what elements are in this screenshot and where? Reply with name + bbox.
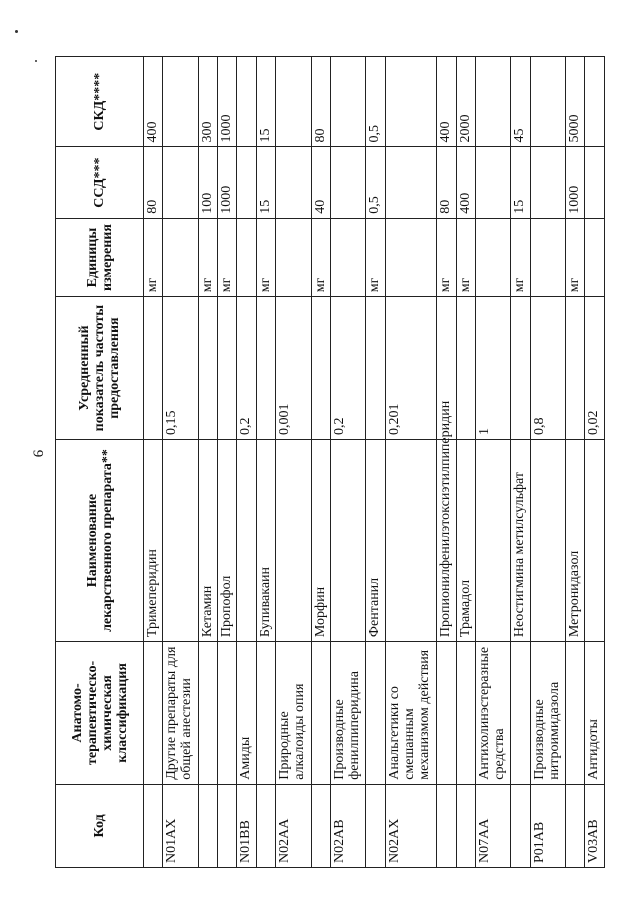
cell-skd: 1000 — [218, 57, 237, 147]
cell-drug — [530, 439, 565, 641]
cell-skd: 5000 — [566, 57, 585, 147]
cell-skd: 300 — [198, 57, 217, 147]
header-skd: СКД**** — [56, 57, 144, 147]
table-row — [475, 57, 510, 868]
cell-unit: мг — [198, 218, 217, 296]
table-row — [566, 57, 585, 868]
cell-skd — [585, 57, 605, 147]
cell-atc: Антихолинэстеразные средства — [475, 642, 510, 785]
cell-ssd — [163, 147, 198, 218]
cell-frequency: 0,8 — [530, 297, 565, 440]
cell-drug — [237, 439, 256, 641]
header-row — [56, 57, 144, 868]
cell-unit: мг — [311, 218, 330, 296]
cell-skd — [237, 57, 256, 147]
cell-ssd: 80 — [437, 147, 456, 218]
cell-drug: Пропофол — [218, 439, 237, 641]
cell-code: N01AX — [163, 784, 198, 867]
scan-speck — [15, 30, 18, 33]
cell-skd: 2000 — [456, 57, 475, 147]
cell-atc: Анальгетики со смешанным механизмом действия — [385, 642, 437, 785]
cell-atc — [437, 642, 456, 785]
cell-code — [566, 784, 585, 867]
table-row — [163, 57, 198, 868]
cell-skd: 400 — [144, 57, 163, 147]
cell-unit: мг — [218, 218, 237, 296]
cell-unit: мг — [366, 218, 385, 296]
cell-frequency: 0,201 — [385, 297, 437, 440]
cell-unit — [237, 218, 256, 296]
cell-ssd: 15 — [256, 147, 275, 218]
cell-skd: 400 — [437, 57, 456, 147]
cell-frequency — [144, 297, 163, 440]
cell-code — [198, 784, 217, 867]
cell-code — [144, 784, 163, 867]
cell-atc — [566, 642, 585, 785]
cell-drug: Пропионилфенилэтоксиэтилпиперидин — [437, 439, 456, 641]
cell-atc: Производные нитроимидазола — [530, 642, 565, 785]
cell-code — [456, 784, 475, 867]
cell-ssd: 80 — [144, 147, 163, 218]
cell-frequency: 0,15 — [163, 297, 198, 440]
cell-frequency — [311, 297, 330, 440]
cell-frequency: 0,2 — [237, 297, 256, 440]
cell-ssd — [475, 147, 510, 218]
cell-unit — [163, 218, 198, 296]
cell-code — [218, 784, 237, 867]
cell-frequency: 1 — [475, 297, 510, 440]
cell-ssd: 15 — [511, 147, 530, 218]
table-row — [511, 57, 530, 868]
cell-drug: Тримеперидин — [144, 439, 163, 641]
cell-skd: 45 — [511, 57, 530, 147]
table-row — [366, 57, 385, 868]
cell-ssd: 0,5 — [366, 147, 385, 218]
table-row — [330, 57, 365, 868]
cell-frequency — [366, 297, 385, 440]
cell-frequency — [511, 297, 530, 440]
cell-unit: мг — [256, 218, 275, 296]
cell-ssd — [237, 147, 256, 218]
cell-unit — [330, 218, 365, 296]
header-drug: Наименование лекарственного препарата** — [56, 439, 144, 641]
cell-ssd — [585, 147, 605, 218]
cell-drug: Фентанил — [366, 439, 385, 641]
cell-atc — [198, 642, 217, 785]
cell-skd: 0,5 — [366, 57, 385, 147]
cell-drug — [330, 439, 365, 641]
table-row — [256, 57, 275, 868]
cell-unit: мг — [456, 218, 475, 296]
cell-skd — [330, 57, 365, 147]
cell-code: N07AA — [475, 784, 510, 867]
table-row — [385, 57, 437, 868]
cell-drug: Неостигмина метилсульфат — [511, 439, 530, 641]
cell-atc — [311, 642, 330, 785]
scan-speck — [35, 60, 37, 62]
cell-atc: Антидоты — [585, 642, 605, 785]
cell-atc — [144, 642, 163, 785]
cell-unit — [530, 218, 565, 296]
cell-unit — [385, 218, 437, 296]
table-row — [311, 57, 330, 868]
table-row — [276, 57, 311, 868]
page-number: 9 — [29, 449, 46, 458]
cell-skd — [163, 57, 198, 147]
cell-unit: мг — [437, 218, 456, 296]
cell-skd: 80 — [311, 57, 330, 147]
cell-ssd: 40 — [311, 147, 330, 218]
cell-drug: Морфин — [311, 439, 330, 641]
table-row — [530, 57, 565, 868]
cell-skd — [475, 57, 510, 147]
cell-code — [256, 784, 275, 867]
cell-frequency — [198, 297, 217, 440]
cell-atc — [366, 642, 385, 785]
cell-frequency — [218, 297, 237, 440]
cell-ssd: 1000 — [218, 147, 237, 218]
cell-code: N02AB — [330, 784, 365, 867]
cell-ssd — [276, 147, 311, 218]
cell-skd — [385, 57, 437, 147]
cell-drug: Кетамин — [198, 439, 217, 641]
cell-code — [311, 784, 330, 867]
cell-code: P01AB — [530, 784, 565, 867]
table-row — [144, 57, 163, 868]
header-unit: Единицы измерения — [56, 218, 144, 296]
cell-atc: Природные алкалоиды опия — [276, 642, 311, 785]
header-frequency: Усредненный показатель частоты предоставления — [56, 297, 144, 440]
cell-code — [511, 784, 530, 867]
cell-ssd — [385, 147, 437, 218]
table-row — [437, 57, 456, 868]
cell-atc: Амиды — [237, 642, 256, 785]
header-atc: Анатомо-терапевтическо-химическая классификация — [56, 642, 144, 785]
table-row — [237, 57, 256, 868]
cell-ssd: 100 — [198, 147, 217, 218]
cell-code — [437, 784, 456, 867]
cell-frequency — [456, 297, 475, 440]
cell-atc — [456, 642, 475, 785]
cell-atc — [256, 642, 275, 785]
cell-frequency: 0,001 — [276, 297, 311, 440]
cell-drug — [585, 439, 605, 641]
cell-drug — [385, 439, 437, 641]
cell-ssd: 1000 — [566, 147, 585, 218]
cell-skd — [276, 57, 311, 147]
rotated-table-wrapper — [55, 56, 605, 868]
table-row — [585, 57, 605, 868]
cell-drug: Бупивакаин — [256, 439, 275, 641]
cell-drug — [163, 439, 198, 641]
cell-frequency: 0,02 — [585, 297, 605, 440]
cell-atc — [218, 642, 237, 785]
cell-frequency: 0,2 — [330, 297, 365, 440]
cell-drug: Трамадол — [456, 439, 475, 641]
cell-atc — [511, 642, 530, 785]
table-row — [456, 57, 475, 868]
cell-ssd — [330, 147, 365, 218]
cell-atc: Производные фенилпиперидина — [330, 642, 365, 785]
cell-code: V03AB — [585, 784, 605, 867]
cell-code — [366, 784, 385, 867]
table-body — [144, 57, 605, 868]
cell-code: N02AA — [276, 784, 311, 867]
header-ssd: ССД*** — [56, 147, 144, 218]
cell-skd — [530, 57, 565, 147]
cell-unit — [585, 218, 605, 296]
cell-code: N02AX — [385, 784, 437, 867]
cell-frequency — [566, 297, 585, 440]
drug-table — [55, 56, 605, 868]
cell-ssd — [530, 147, 565, 218]
cell-frequency — [256, 297, 275, 440]
cell-drug — [276, 439, 311, 641]
cell-code: N01BB — [237, 784, 256, 867]
header-code: Код — [56, 784, 144, 867]
table-row — [198, 57, 217, 868]
cell-unit: мг — [144, 218, 163, 296]
cell-drug: Метронидазол — [566, 439, 585, 641]
cell-drug — [475, 439, 510, 641]
cell-skd: 15 — [256, 57, 275, 147]
cell-unit — [475, 218, 510, 296]
cell-unit — [276, 218, 311, 296]
cell-unit: мг — [566, 218, 585, 296]
cell-atc: Другие препараты для общей анестезии — [163, 642, 198, 785]
table-row — [218, 57, 237, 868]
cell-unit: мг — [511, 218, 530, 296]
cell-ssd: 400 — [456, 147, 475, 218]
